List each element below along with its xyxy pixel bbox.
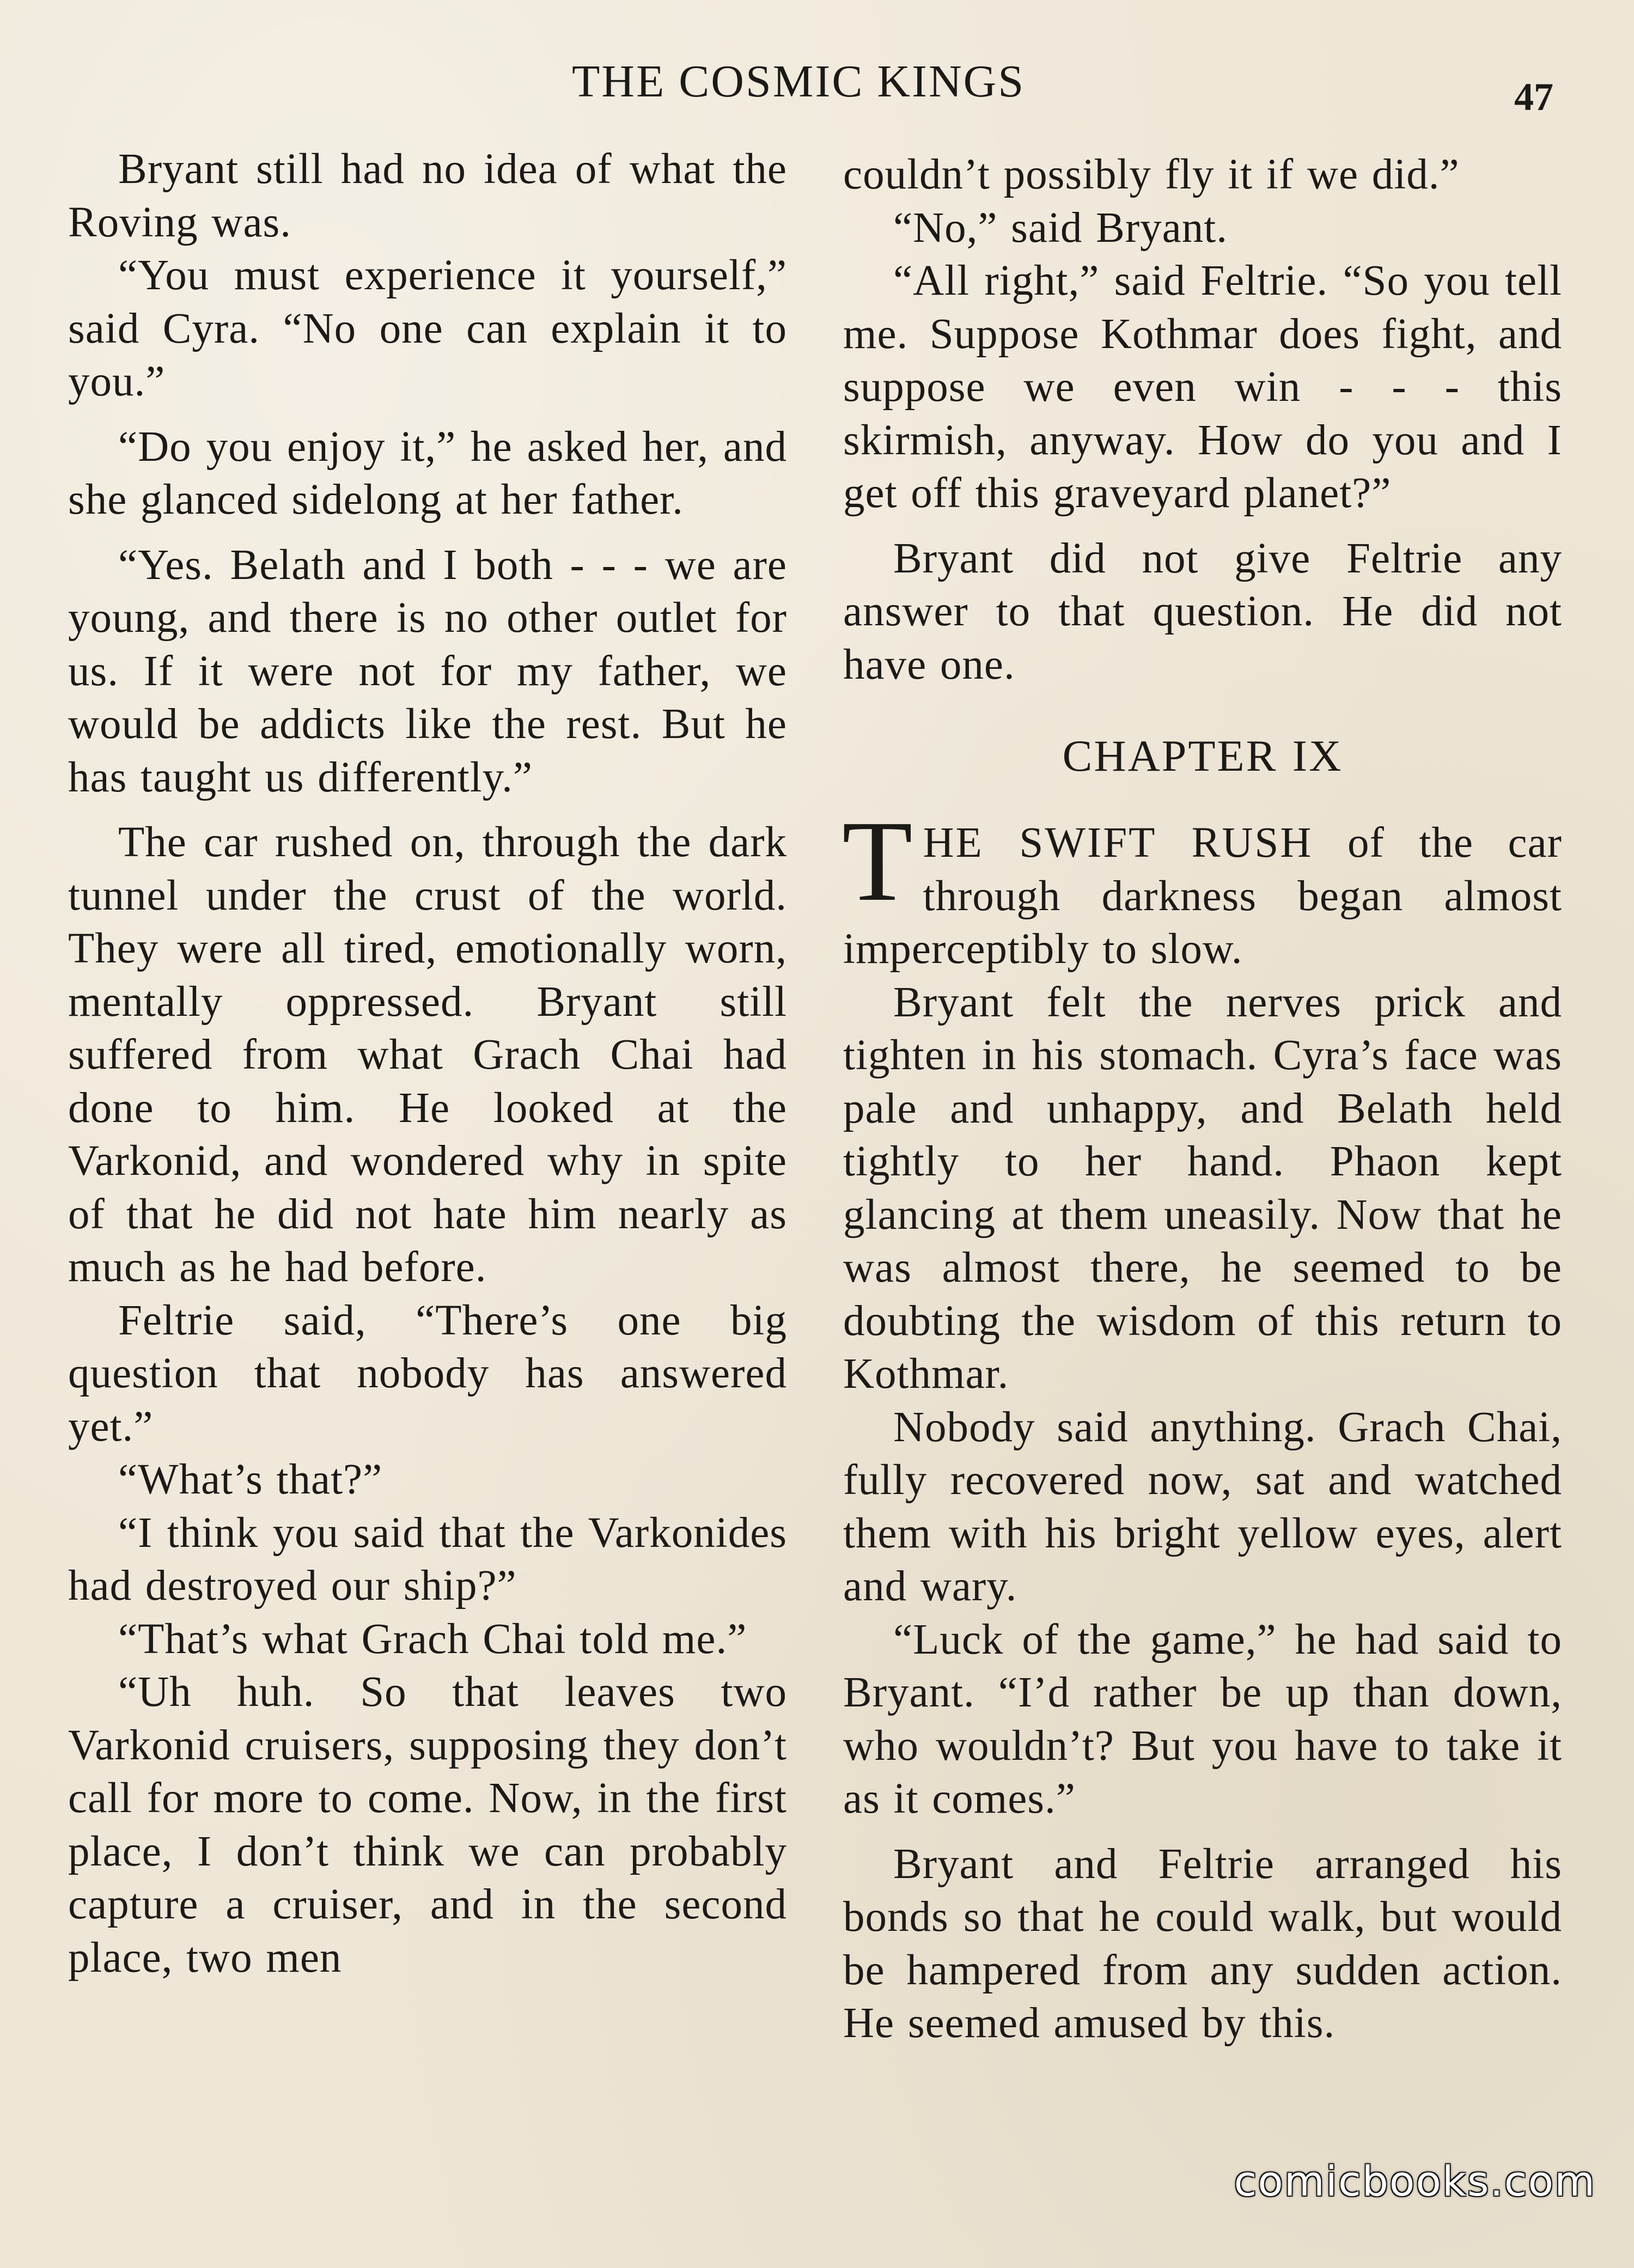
paragraph: “No,” said Bryant. (893, 204, 1228, 252)
paragraph: Bryant felt the nerves prick and tighten in his stomach. Cyra’s face was pale and unhappy, and Belath held tightly to her hand. Phaon kept glancing at them uneasily. Now that he was almost there, he seemed to be doubting the wisdom of this return to Kothmar. (843, 978, 1562, 1398)
page-number: 47 (1514, 75, 1553, 119)
right-column (843, 148, 1562, 2050)
chapter-heading: CHAPTER IX (1062, 731, 1343, 781)
paragraph: Bryant and Feltrie arranged his bonds so that he could walk, but would be hampered from any sudden action. He seemed amused by this. (843, 1840, 1562, 2047)
site-watermark: comicbooks.com (1234, 2157, 1596, 2205)
paragraph: “Yes. Belath and I both - - - we are young, and there is no other outlet for us. If it were not for my father, we would be addicts like the rest. But he has taught us differently.” (68, 541, 787, 801)
left-column (68, 143, 787, 1984)
paragraph: “All right,” said Feltrie. “So you tell me. Suppose Kothmar does fight, and suppose we even win - - - this skirmish, anyway. How do you and I get off this graveyard planet?” (843, 257, 1562, 517)
paragraph: Feltrie said, “There’s one big question that nobody has answered yet.” (68, 1296, 787, 1450)
paragraph: “What’s that?” (118, 1456, 383, 1503)
paragraph: The car rushed on, through the dark tunnel under the crust of the world. They were all tired, emotionally worn, mentally oppressed. Bryant still suffered from what Grach Chai had done to him. He looked at the Varkonid, and wondered why in spite of that he did not hate him nearly as much as he had before. (68, 819, 787, 1291)
running-head-title: THE COSMIC KINGS (572, 56, 1026, 107)
paragraph: “You must experience it yourself,” said Cyra. “No one can explain it to you.” (68, 252, 787, 405)
paragraph: “That’s what Grach Chai told me.” (118, 1615, 747, 1663)
paragraph: “Uh huh. So that leaves two Varkonid cruisers, supposing they don’t call for more to come. Now, in the first place, I don’t think we can probably capture a cruiser, and in the second place, two men (68, 1668, 787, 1982)
paragraph: Bryant did not give Feltrie any answer to that question. He did not have one. (843, 534, 1562, 688)
chapter-opening-text: of the car through darkness began almost imperceptibly to slow. (843, 819, 1562, 973)
paragraph: Nobody said anything. Grach Chai, fully recovered now, sat and watched them with his bright yellow eyes, alert and wary. (843, 1403, 1562, 1610)
chapter-opening-paragraph (842, 797, 1562, 976)
paragraph: “Do you enjoy it,” he asked her, and she glanced sidelong at her father. (68, 423, 787, 523)
paragraph: “Luck of the game,” he had said to Bryant. “I’d rather be up than down, who wouldn’t? But you have to take it as it comes.” (843, 1615, 1562, 1822)
paragraph: couldn’t possibly fly it if we did.” (843, 151, 1460, 198)
chapter-lead-words: HE SWIFT RUSH (923, 819, 1313, 867)
drop-cap: T (842, 797, 913, 925)
paragraph: “I think you said that the Varkonides had destroyed our ship?” (68, 1509, 787, 1609)
paragraph: Bryant still had no idea of what the Roving was. (68, 145, 787, 246)
